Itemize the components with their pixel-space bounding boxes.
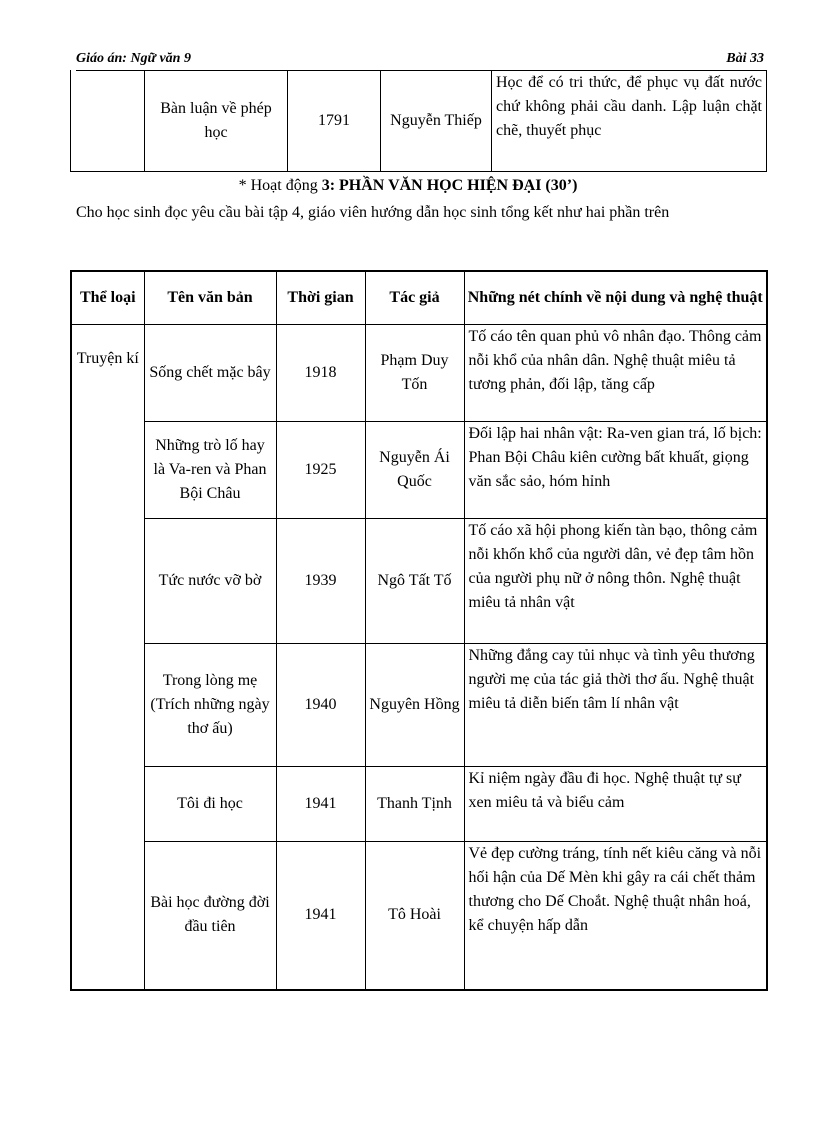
header-genre: Thể loại <box>71 271 144 325</box>
genre-cell: Truyện kí <box>71 325 144 990</box>
content-cell: Vẻ đẹp cường tráng, tính nết kiêu căng và nỗi hối hận của Dế Mèn khi gây ra cái chết thảm thương cho Dế Choắt. Nghệ thuật nhân hoá, kể chuyện hấp dẫn <box>464 842 767 990</box>
author-cell: Phạm Duy Tốn <box>365 325 464 422</box>
author-cell: Ngô Tất Tố <box>365 519 464 644</box>
header-lesson-plan: Giáo án: Ngữ văn 9 <box>76 51 191 66</box>
author-cell: Thanh Tịnh <box>365 767 464 842</box>
header-lesson-number: Bài 33 <box>726 51 764 66</box>
table-row <box>71 422 767 519</box>
year-cell: 1940 <box>276 644 365 767</box>
author-cell: Nguyên Hồng <box>365 644 464 767</box>
author-cell: Nguyễn Thiếp <box>381 70 492 172</box>
section-heading-title: 3: PHẦN VĂN HỌC HIỆN ĐẠI (30’) <box>321 177 578 194</box>
content-cell: Kỉ niệm ngày đầu đi học. Nghệ thuật tự sự xen miêu tả và biểu cảm <box>464 767 767 842</box>
content-cell: Đối lập hai nhân vật: Ra-ven gian trá, lố bịch: Phan Bội Châu kiên cường bất khuất, giọng văn sắc sảo, hóm hỉnh <box>464 422 767 519</box>
year-cell: 1791 <box>288 70 381 172</box>
table-row <box>71 325 767 422</box>
header-title: Tên văn bản <box>144 271 276 325</box>
page-header <box>76 50 766 71</box>
table-row <box>71 767 767 842</box>
title-cell: Tức nước vỡ bờ <box>144 519 276 644</box>
section-heading <box>0 177 816 195</box>
year-cell: 1925 <box>276 422 365 519</box>
title-cell: Những trò lố hay là Va-ren và Phan Bội Châu <box>144 422 276 519</box>
table-header-row <box>71 271 767 325</box>
table-row <box>71 70 767 172</box>
title-cell: Trong lòng mẹ (Trích những ngày thơ ấu) <box>144 644 276 767</box>
section-intro: Cho học sinh đọc yêu cầu bài tập 4, giáo viên hướng dẫn học sinh tổng kết như hai phần trên <box>76 204 670 221</box>
title-cell: Tôi đi học <box>144 767 276 842</box>
content-cell: Những đắng cay tủi nhục và tình yêu thương người mẹ của tác giả thời thơ ấu. Nghệ thuật miêu tả diễn biến tâm lí nhân vật <box>464 644 767 767</box>
year-cell: 1941 <box>276 842 365 990</box>
year-cell: 1941 <box>276 767 365 842</box>
title-cell: Sống chết mặc bây <box>144 325 276 422</box>
content-cell: Tố cáo xã hội phong kiến tàn bạo, thông cảm nỗi khốn khổ của người dân, vẻ đẹp tâm hồn của người phụ nữ ở nông thôn. Nghệ thuật miêu tả nhân vật <box>464 519 767 644</box>
header-content: Những nét chính về nội dung và nghệ thuật <box>464 271 767 325</box>
author-cell: Nguyễn Ái Quốc <box>365 422 464 519</box>
year-cell: 1918 <box>276 325 365 422</box>
genre-cell <box>71 70 145 172</box>
section-heading-prefix: * Hoạt động <box>238 177 322 194</box>
table-row <box>71 842 767 990</box>
header-author: Tác giả <box>365 271 464 325</box>
author-cell: Tô Hoài <box>365 842 464 990</box>
content-cell: Tố cáo tên quan phủ vô nhân đạo. Thông cảm nỗi khổ của nhân dân. Nghệ thuật miêu tả tương phản, đối lập, tăng cấp <box>464 325 767 422</box>
title-cell: Bài học đường đời đầu tiên <box>144 842 276 990</box>
year-cell: 1939 <box>276 519 365 644</box>
title-cell: Bàn luận về phép học <box>145 70 288 172</box>
modern-literature-table <box>70 270 768 991</box>
table-row <box>71 519 767 644</box>
table-row <box>71 644 767 767</box>
classical-literature-table-continued <box>70 70 767 172</box>
header-year: Thời gian <box>276 271 365 325</box>
content-cell: Học để có tri thức, để phục vụ đất nước chứ không phải cầu danh. Lập luận chặt chẽ, thuyết phục <box>492 70 767 172</box>
